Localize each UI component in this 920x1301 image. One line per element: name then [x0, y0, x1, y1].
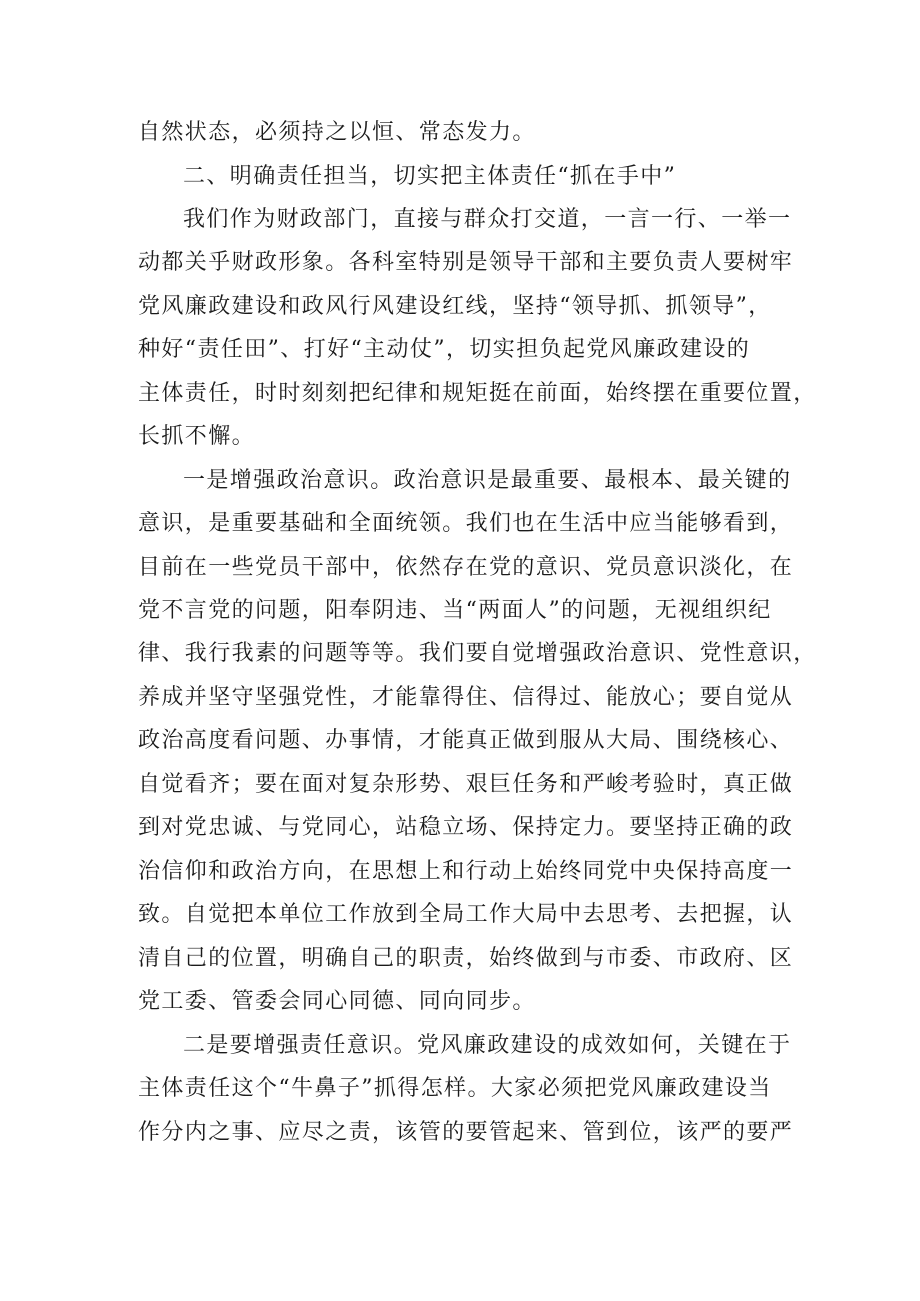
body-text-line: 到对党忠诚、与党同心，站稳立场、保持定力。要坚持正确的政: [138, 815, 794, 840]
body-text-line: 清自己的位置，明确自己的职责，始终做到与市委、市政府、区: [138, 946, 794, 971]
body-text-line: 主体责任这个“牛鼻子”抓得怎样。大家必须把党风廉政建设当: [138, 1076, 772, 1101]
body-text-line: 作分内之事、应尽之责，该管的要管起来、管到位，该严的要严: [138, 1120, 794, 1145]
body-text-line: 养成并坚守坚强党性，才能靠得住、信得过、能放心；要自觉从: [138, 685, 794, 710]
body-text-line: 动都关乎财政形象。各科室特别是领导干部和主要负责人要树牢: [138, 250, 794, 275]
body-text-line: 长抓不懈。: [138, 424, 256, 449]
body-text-line: 自然状态，必须持之以恒、常态发力。: [138, 120, 536, 145]
paragraph-first-line: 我们作为财政部门，直接与群众打交道，一言一行、一举一: [183, 207, 792, 232]
body-text-line: 意识，是重要基础和全面统领。我们也在生活中应当能够看到，: [138, 511, 794, 536]
body-text-line: 律、我行我素的问题等等。我们要自觉增强政治意识、党性意识，: [138, 641, 817, 666]
paragraph-first-line: 一是增强政治意识。政治意识是最重要、最根本、最关键的: [183, 468, 792, 493]
body-text-line: 治信仰和政治方向，在思想上和行动上始终同党中央保持高度一: [138, 859, 794, 884]
body-text-line: 种好“责任田”、打好“主动仗”，切实担负起党风廉政建设的: [138, 337, 751, 362]
section-heading: 二、明确责任担当，切实把主体责任“抓在手中”: [183, 164, 677, 189]
body-text-line: 目前在一些党员干部中，依然存在党的意识、党员意识淡化，在: [138, 555, 794, 580]
body-text-line: 致。自觉把本单位工作放到全局工作大局中去思考、去把握，认: [138, 902, 794, 927]
body-text-line: 主体责任，时时刻刻把纪律和规矩挺在前面，始终摆在重要位置，: [138, 381, 817, 406]
body-text-line: 党工委、管委会同心同德、同向同步。: [138, 989, 536, 1014]
body-text-line: 党不言党的问题，阳奉阴违、当“两面人”的问题，无视组织纪: [138, 598, 772, 623]
body-text-line: 自觉看齐；要在面对复杂形势、艰巨任务和严峻考验时，真正做: [138, 772, 794, 797]
paragraph-first-line: 二是要增强责任意识。党风廉政建设的成效如何，关键在于: [183, 1033, 792, 1058]
body-text-line: 党风廉政建设和政风行风建设红线，坚持“领导抓、抓领导”，: [138, 294, 772, 319]
body-text-line: 政治高度看问题、办事情，才能真正做到服从大局、围绕核心、: [138, 728, 794, 753]
